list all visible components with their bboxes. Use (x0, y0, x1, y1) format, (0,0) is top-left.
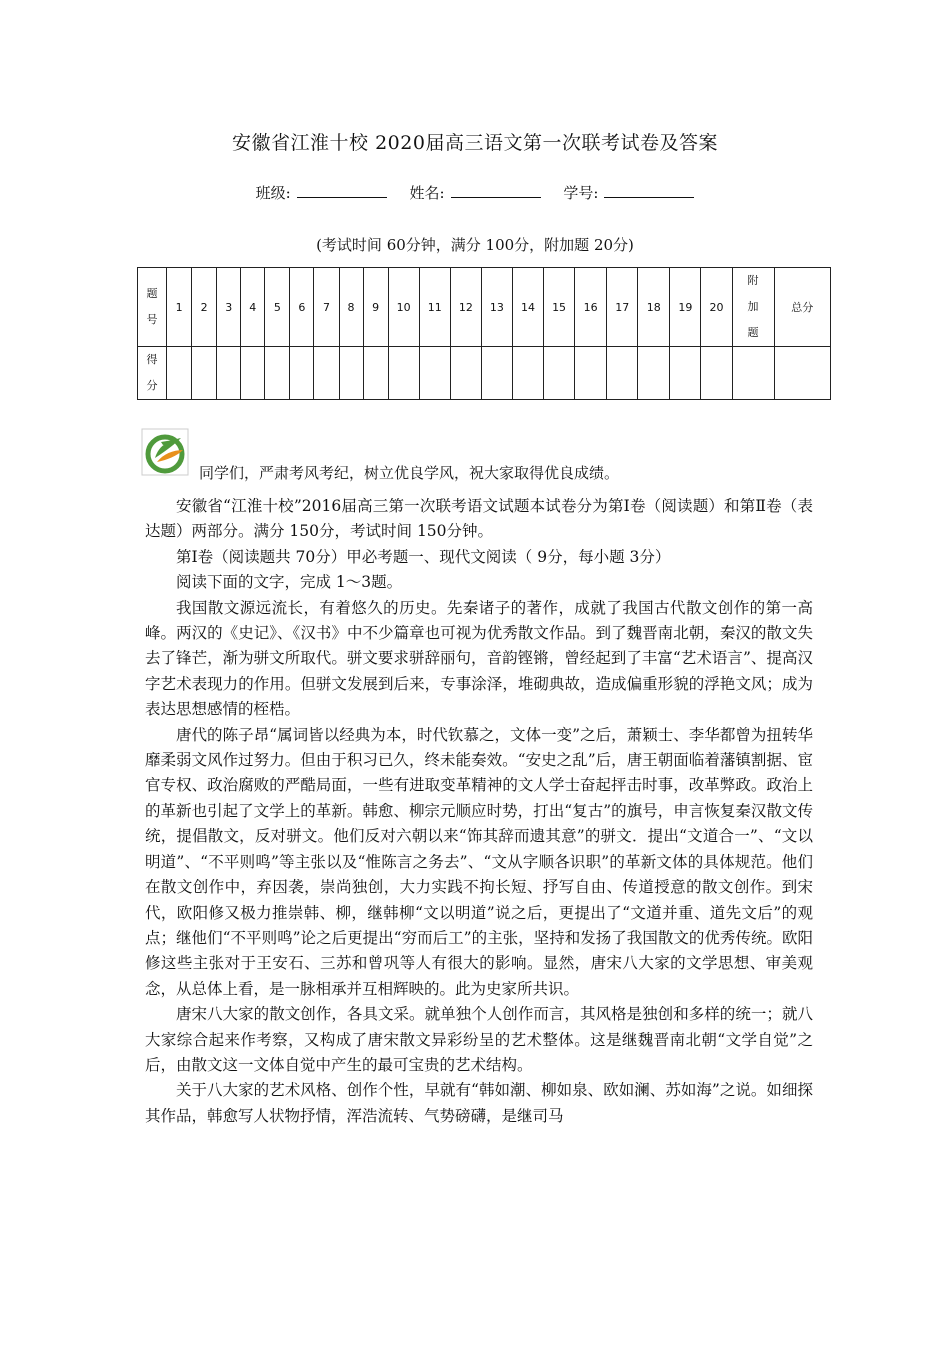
score-cell[interactable] (701, 347, 732, 400)
question-col: 5 (265, 268, 290, 347)
exam-note: (考试时间 60分钟，满分 100分，附加题 20分) (316, 236, 634, 254)
school-logo-icon (141, 428, 189, 476)
name-field[interactable] (451, 183, 541, 198)
intro-paragraph: 安徽省“江淮十校”2016届高三第一次联考语文试题本试卷分为第Ⅰ卷（阅读题）和第Ⅱ卷（表达题）两部分。满分 150分，考试时间 150分钟。 (145, 497, 813, 541)
question-col: 15 (544, 268, 575, 347)
class-field[interactable] (297, 183, 387, 198)
exam-body (145, 494, 813, 1129)
score-cell[interactable] (544, 347, 575, 400)
score-cell[interactable] (241, 347, 265, 400)
section-heading: 第Ⅰ卷（阅读题共 70分）甲必考题一、现代文阅读（ 9分，每小题 3分） (176, 547, 671, 566)
total-header: 总分 (774, 268, 830, 347)
score-table (137, 267, 831, 400)
score-cell[interactable] (363, 347, 388, 400)
question-col: 3 (217, 268, 241, 347)
total-score-cell[interactable] (774, 347, 830, 400)
header-char: 题 (146, 287, 158, 300)
passage-paragraph: 唐代的陈子昂“属词皆以经典为本，时代钦慕之，文体一变”之后，萧颖士、李华都曾为扭转华靡柔弱文风作过努力。但由于积习已久，终未能奏效。“安史之乱”后，唐王朝面临着藩镇割据、宦官专权、政治腐败的严酷局面，一些有进取变革精神的文人学士奋起抨击时事，改革弊政。政治上的革新也引起了文学上的革新。韩愈、柳宗元顺应时势，打出“复古”的旗号，申言恢复秦汉散文传统，提倡散文，反对骈文。他们反对六朝以来“饰其辞而遗其意”的骈文．提出“文道合一”、“文以明道”、“不平则鸣”等主张以及“惟陈言之务去”、“文从字顺各识职”的革新文体的具体规范。他们在散文创作中，弃因袭，崇尚独创，大力实践不拘长短、抒写自由、传道授意的散文创作。到宋代，欧阳修又极力推崇韩、柳，继韩柳“文以明道”说之后，更提出了“文道并重、道先文后”的观点；继他们“不平则鸣”论之后更提出“穷而后工”的主张，坚持和发扬了我国散文的优秀传统。欧阳修这些主张对于王安石、三苏和曾巩等人有很大的影响。显然，唐宋八大家的文学思想、审美观念，从总体上看，是一脉相承并互相辉映的。此为史家所共识。 (145, 725, 813, 998)
header-char: 加 (747, 300, 759, 313)
bonus-score-cell[interactable] (732, 347, 774, 400)
passage-paragraph: 我国散文源远流长，有着悠久的历史。先秦诸子的著作，成就了我国古代散文创作的第一高峰。两汉的《史记》、《汉书》中不少篇章也可视为优秀散文作品。到了魏晋南北朝，秦汉的散文失去了锋芒，渐为骈文所取代。骈文要求骈辞丽句，音韵铿锵，曾经起到了丰富“艺术语言”、提高汉字艺术表现力的作用。但骈文发展到后来，专事涂泽，堆砌典故，造成偏重形貌的浮艳文风；成为表达思想感情的桎梏。 (145, 598, 813, 719)
score-cell[interactable] (670, 347, 701, 400)
question-col: 18 (638, 268, 670, 347)
question-col: 13 (481, 268, 512, 347)
score-cell[interactable] (419, 347, 450, 400)
question-col: 7 (314, 268, 339, 347)
question-col: 14 (512, 268, 543, 347)
score-cell[interactable] (512, 347, 543, 400)
passage-paragraph: 唐宋八大家的散文创作，各具文采。就单独个人创作而言，其风格是独创和多样的统一；就八大家综合起来作考察，又构成了唐宋散文异彩纷呈的艺术整体。这是继魏晋南北朝“文学自觉”之后，由散文这一文体自觉中产生的最可宝贵的艺术结构。 (145, 1005, 813, 1074)
score-cell[interactable] (638, 347, 670, 400)
question-col: 6 (290, 268, 314, 347)
score-cell[interactable] (192, 347, 217, 400)
reading-instruction: 阅读下面的文字，完成 1～3题。 (176, 573, 403, 592)
score-cell[interactable] (481, 347, 512, 400)
question-col: 2 (192, 268, 217, 347)
score-cell[interactable] (388, 347, 419, 400)
header-char: 得 (146, 353, 158, 366)
question-col: 1 (167, 268, 192, 347)
student-info-line (0, 182, 950, 203)
question-col: 4 (241, 268, 265, 347)
class-label: 班级: (255, 184, 291, 202)
score-row-header (138, 347, 167, 400)
greeting-text: 同学们，严肃考风考纪，树立优良学风，祝大家取得优良成绩。 (199, 464, 620, 482)
score-cell[interactable] (607, 347, 638, 400)
question-col: 9 (363, 268, 388, 347)
score-cell[interactable] (339, 347, 363, 400)
question-col: 20 (701, 268, 732, 347)
score-cell[interactable] (314, 347, 339, 400)
question-col: 11 (419, 268, 450, 347)
question-number-header (138, 268, 167, 347)
header-char: 附 (747, 274, 759, 287)
question-col: 12 (450, 268, 481, 347)
header-char: 分 (146, 379, 158, 392)
header-char: 号 (146, 313, 158, 326)
header-char: 题 (747, 326, 759, 339)
question-col: 19 (670, 268, 701, 347)
score-cell[interactable] (265, 347, 290, 400)
id-label: 学号: (563, 184, 599, 202)
score-table-score-row (138, 347, 831, 400)
score-cell[interactable] (167, 347, 192, 400)
question-col: 10 (388, 268, 419, 347)
id-field[interactable] (604, 183, 694, 198)
score-cell[interactable] (217, 347, 241, 400)
bonus-header (732, 268, 774, 347)
name-label: 姓名: (409, 184, 445, 202)
question-col: 17 (607, 268, 638, 347)
question-col: 8 (339, 268, 363, 347)
score-cell[interactable] (575, 347, 607, 400)
score-table-header-row (138, 268, 831, 347)
page-title: 安徽省江淮十校 2020届高三语文第一次联考试卷及答案 (232, 132, 718, 154)
question-col: 16 (575, 268, 607, 347)
passage-paragraph: 关于八大家的艺术风格、创作个性，早就有“韩如潮、柳如泉、欧如澜、苏如海”之说。如细探其作品，韩愈写人状物抒情，浑浩流转、气势磅礴，是继司马 (145, 1081, 813, 1125)
score-cell[interactable] (450, 347, 481, 400)
score-cell[interactable] (290, 347, 314, 400)
